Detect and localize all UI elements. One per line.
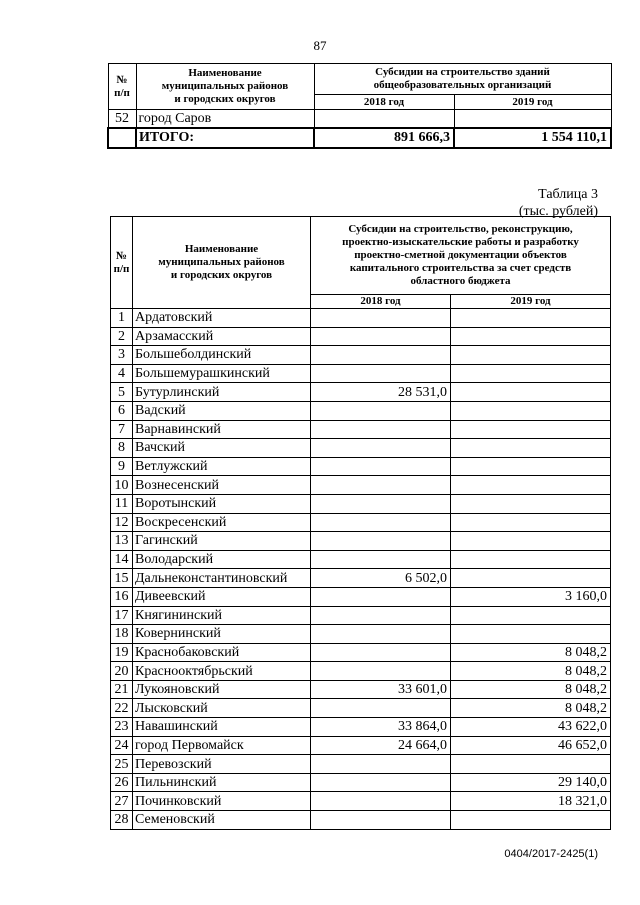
row-name: Ветлужский <box>133 457 311 476</box>
row-value-2019 <box>451 439 611 458</box>
row-value-2019 <box>451 513 611 532</box>
row-value-2018: 6 502,0 <box>311 569 451 588</box>
row-number: 2 <box>111 327 133 346</box>
table-row <box>111 420 611 439</box>
table-row <box>111 773 611 792</box>
row-value-2018 <box>311 420 451 439</box>
row-number: 3 <box>111 346 133 365</box>
row-name: Большеболдинский <box>133 346 311 365</box>
row-name: Перевозский <box>133 755 311 774</box>
total-value-2019: 1 554 110,1 <box>454 128 611 148</box>
row-value-2019: 8 048,2 <box>451 699 611 718</box>
subsidy-table-capital-construction <box>110 216 611 830</box>
row-value-2018 <box>311 550 451 569</box>
table-row <box>111 476 611 495</box>
table-row <box>111 383 611 402</box>
row-value-2018 <box>311 811 451 830</box>
row-name: Ардатовский <box>133 309 311 328</box>
row-value-2018 <box>311 587 451 606</box>
row-name: город Саров <box>136 110 314 129</box>
table-row <box>111 643 611 662</box>
row-value-2018 <box>311 327 451 346</box>
row-value-2018 <box>311 773 451 792</box>
row-name: Навашинский <box>133 718 311 737</box>
row-value-2019 <box>451 309 611 328</box>
table-row <box>111 346 611 365</box>
table-row <box>111 811 611 830</box>
row-name: Лысковский <box>133 699 311 718</box>
row-number: 27 <box>111 792 133 811</box>
row-value-2018 <box>311 457 451 476</box>
row-name: Вознесенский <box>133 476 311 495</box>
row-value-2018 <box>311 401 451 420</box>
table-row <box>111 699 611 718</box>
row-value-2019 <box>451 383 611 402</box>
row-value-2018 <box>311 699 451 718</box>
row-value-2019 <box>451 401 611 420</box>
table-row <box>111 662 611 681</box>
table-row <box>111 606 611 625</box>
row-name: Арзамасский <box>133 327 311 346</box>
row-number: 21 <box>111 680 133 699</box>
row-value-2018 <box>311 513 451 532</box>
row-value-2019 <box>451 346 611 365</box>
row-value-2018 <box>311 309 451 328</box>
header-subsidy-group: Субсидии на строительство зданий общеобразовательных организаций <box>314 64 611 95</box>
total-label: ИТОГО: <box>136 128 314 148</box>
table-row <box>108 110 611 129</box>
row-value-2018 <box>311 662 451 681</box>
row-number: 18 <box>111 625 133 644</box>
header-name: Наименование муниципальных районов и городских округов <box>133 217 311 309</box>
table-units: (тыс. рублей) <box>518 204 598 219</box>
table-row <box>111 792 611 811</box>
table-row <box>111 457 611 476</box>
row-name: город Первомайск <box>133 736 311 755</box>
table-caption <box>519 186 598 220</box>
row-name: Семеновский <box>133 811 311 830</box>
table-row <box>111 513 611 532</box>
row-value-2019: 3 160,0 <box>451 587 611 606</box>
table-row <box>111 569 611 588</box>
row-number: 14 <box>111 550 133 569</box>
row-number: 25 <box>111 755 133 774</box>
row-name: Воротынский <box>133 494 311 513</box>
table-row <box>111 587 611 606</box>
subsidy-table-schools <box>107 63 612 149</box>
row-value-2018 <box>311 476 451 495</box>
table-row <box>111 755 611 774</box>
row-value-2019: 29 140,0 <box>451 773 611 792</box>
row-name: Дивеевский <box>133 587 311 606</box>
table-row <box>111 736 611 755</box>
row-number: 1 <box>111 309 133 328</box>
row-number: 16 <box>111 587 133 606</box>
row-name: Починковский <box>133 792 311 811</box>
row-name: Ковернинский <box>133 625 311 644</box>
row-number: 22 <box>111 699 133 718</box>
row-number: 7 <box>111 420 133 439</box>
row-name: Дальнеконстантиновский <box>133 569 311 588</box>
row-value-2019 <box>451 569 611 588</box>
table-row <box>111 680 611 699</box>
total-row <box>108 128 611 148</box>
row-number: 20 <box>111 662 133 681</box>
table-row <box>111 550 611 569</box>
row-value-2018 <box>311 606 451 625</box>
header-subsidy-group: Субсидии на строительство, реконструкцию, проектно-изыскательские работы и разработку проектно-сметной документации объектов капитального строительства за счет средств областного бюджета <box>311 217 611 295</box>
table-row <box>111 309 611 328</box>
row-value-2018 <box>311 532 451 551</box>
row-value-2019: 8 048,2 <box>451 662 611 681</box>
row-number: 17 <box>111 606 133 625</box>
row-number: 26 <box>111 773 133 792</box>
row-name: Вачский <box>133 439 311 458</box>
row-value-2019: 8 048,2 <box>451 680 611 699</box>
table-row <box>111 439 611 458</box>
header-number: № п/п <box>108 64 136 110</box>
row-value-2018: 28 531,0 <box>311 383 451 402</box>
row-name: Княгининский <box>133 606 311 625</box>
row-name: Лукояновский <box>133 680 311 699</box>
row-number: 15 <box>111 569 133 588</box>
row-value-2018: 33 601,0 <box>311 680 451 699</box>
row-number: 8 <box>111 439 133 458</box>
row-number: 6 <box>111 401 133 420</box>
row-value-2018 <box>311 494 451 513</box>
row-value-2018 <box>314 110 454 129</box>
table-row <box>111 494 611 513</box>
header-year-2019: 2019 год <box>451 295 611 309</box>
row-value-2018 <box>311 346 451 365</box>
row-name: Пильнинский <box>133 773 311 792</box>
row-value-2019 <box>451 494 611 513</box>
row-value-2019 <box>451 811 611 830</box>
total-value-2018: 891 666,3 <box>314 128 454 148</box>
table-row <box>111 718 611 737</box>
row-value-2019 <box>451 532 611 551</box>
table-row <box>111 401 611 420</box>
row-name: Варнавинский <box>133 420 311 439</box>
row-name: Володарский <box>133 550 311 569</box>
header-name: Наименование муниципальных районов и городских округов <box>136 64 314 110</box>
row-number: 13 <box>111 532 133 551</box>
row-value-2019 <box>451 476 611 495</box>
header-number: № п/п <box>111 217 133 309</box>
row-value-2019 <box>451 755 611 774</box>
table-row <box>111 625 611 644</box>
row-number: 5 <box>111 383 133 402</box>
row-value-2018 <box>311 792 451 811</box>
row-number: 12 <box>111 513 133 532</box>
row-number: 9 <box>111 457 133 476</box>
row-value-2018: 24 664,0 <box>311 736 451 755</box>
row-value-2019: 43 622,0 <box>451 718 611 737</box>
page-number: 87 <box>313 38 327 53</box>
row-number: 24 <box>111 736 133 755</box>
row-name: Краснобаковский <box>133 643 311 662</box>
row-name: Гагинский <box>133 532 311 551</box>
row-value-2018 <box>311 755 451 774</box>
row-name: Бутурлинский <box>133 383 311 402</box>
row-value-2019: 18 321,0 <box>451 792 611 811</box>
row-value-2019 <box>451 457 611 476</box>
row-value-2018 <box>311 643 451 662</box>
row-number: 10 <box>111 476 133 495</box>
table-row <box>111 532 611 551</box>
row-number: 52 <box>108 110 136 129</box>
row-value-2019 <box>451 420 611 439</box>
row-value-2019 <box>451 606 611 625</box>
row-value-2019: 46 652,0 <box>451 736 611 755</box>
row-name: Воскресенский <box>133 513 311 532</box>
table-row <box>111 364 611 383</box>
row-value-2019: 8 048,2 <box>451 643 611 662</box>
row-name: Краснооктябрьский <box>133 662 311 681</box>
table-row <box>111 327 611 346</box>
row-value-2019 <box>451 327 611 346</box>
row-number: 23 <box>111 718 133 737</box>
row-value-2018 <box>311 364 451 383</box>
row-number: 11 <box>111 494 133 513</box>
row-value-2018: 33 864,0 <box>311 718 451 737</box>
row-value-2019 <box>451 550 611 569</box>
row-number: 28 <box>111 811 133 830</box>
row-value-2018 <box>311 439 451 458</box>
row-value-2019 <box>454 110 611 129</box>
row-number: 4 <box>111 364 133 383</box>
table-title: Таблица 3 <box>538 187 598 202</box>
row-value-2019 <box>451 625 611 644</box>
row-name: Вадский <box>133 401 311 420</box>
header-year-2019: 2019 год <box>454 95 611 110</box>
header-year-2018: 2018 год <box>314 95 454 110</box>
row-value-2019 <box>451 364 611 383</box>
header-year-2018: 2018 год <box>311 295 451 309</box>
row-value-2018 <box>311 625 451 644</box>
row-name: Большемурашкинский <box>133 364 311 383</box>
row-number: 19 <box>111 643 133 662</box>
document-code: 0404/2017-2425(1) <box>504 848 598 860</box>
